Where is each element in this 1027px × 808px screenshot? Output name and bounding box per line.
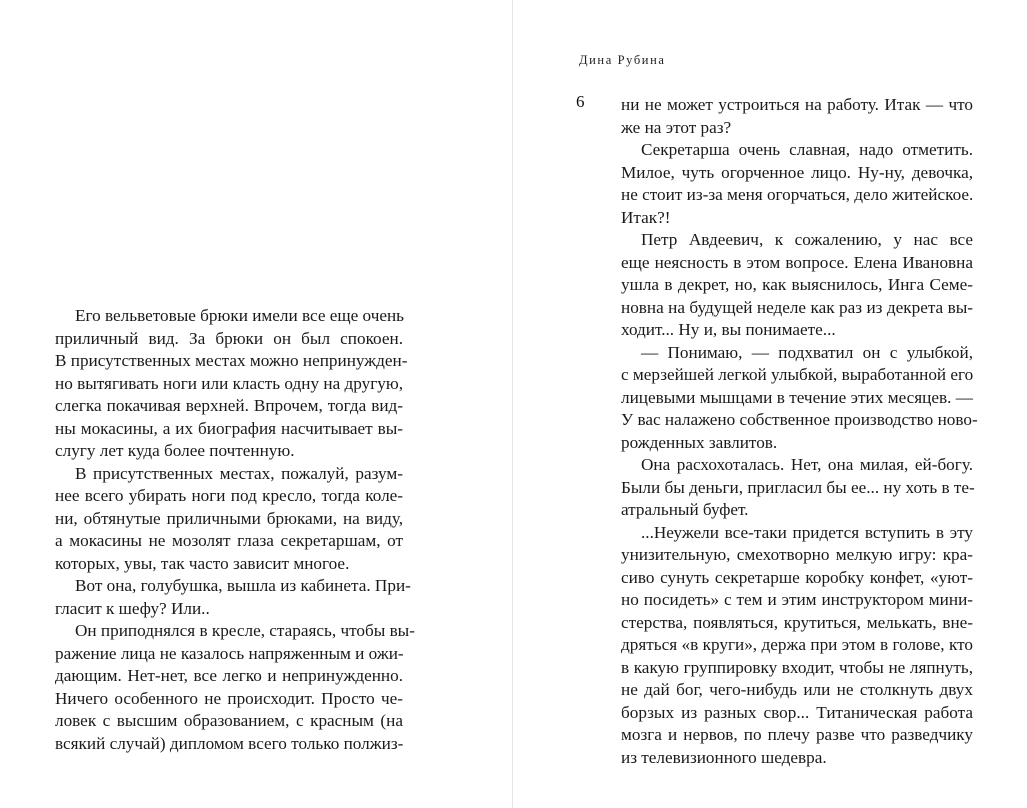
left-page (0, 0, 512, 808)
text-line: слугу лет куда более почтенную. (55, 441, 295, 460)
text-line: стерства, появляться, крутиться, мелькать, вне- (621, 612, 973, 632)
text-line: но вытягивать ноги или класть одну на другую, (55, 373, 403, 393)
text-line: не дай бог, чего-нибудь или не столкнуть двух (621, 680, 973, 699)
text-line: ны мокасины, а их биография насчитывает вы- (55, 418, 403, 438)
text-line: ловек с высшим образованием, с красным (на (55, 711, 403, 730)
text-line: лицевыми мышцами в течение этих месяцев. — (621, 387, 973, 407)
text-line: же на этот раз? (621, 117, 732, 137)
text-line: Были бы деньги, пригласил бы ее... ну хоть в те- (621, 477, 975, 497)
text-line: — Понимаю, — подхватил он с улыбкой, (641, 342, 973, 362)
text-line: Итак?! (621, 207, 671, 227)
text-line: Ничего особенного не происходит. Просто че- (55, 688, 403, 708)
text-line: Она расхохоталась. Нет, она милая, ей-богу. (641, 455, 973, 474)
text-line: но посидеть» с тем и этим инструктором мини- (621, 590, 973, 609)
text-line: которых, увы, так часто зависит многое. (55, 553, 350, 573)
text-line: из телевизионного шедевра. (621, 747, 827, 767)
text-line: ни не может устроиться на работу. Итак — что (621, 95, 973, 114)
text-line: дряться «в круги», держа при этом в голове, кто (621, 635, 973, 654)
right-page (513, 0, 1027, 808)
text-line: сиво сунуть секретарше коробку конфет, «уют- (621, 567, 973, 587)
text-line: не стоит из-за меня огорчаться, дело житейское. (621, 185, 974, 204)
running-head-author: Дина Рубина (579, 53, 666, 67)
text-line: Милое, чуть огорченное лицо. Ну-ну, девочка, (621, 162, 973, 182)
text-line: Он приподнялся в кресле, стараясь, чтобы вы- (75, 621, 415, 640)
text-line: В присутственных местах, пожалуй, разум- (75, 463, 403, 483)
text-line: Секретарша очень славная, надо отметить. (641, 140, 973, 159)
left-page-text (55, 305, 415, 755)
text-line: а мокасины не мозолят глаза секретаршам, от (55, 531, 403, 550)
text-line: приличный вид. За брюки он был спокоен. (55, 328, 403, 348)
text-line: рожденных завлитов. (621, 432, 778, 452)
text-line: В присутственных местах можно непринужден- (55, 351, 408, 370)
text-line: борзых из разных свор... Титаническая работа (621, 702, 973, 722)
text-line: слегка покачивая верхней. Впрочем, тогда вид- (55, 396, 403, 415)
text-line: в какую группировку входит, чтобы не ляпнуть, (621, 657, 973, 677)
text-line: Петр Авдеевич, к сожалению, у нас все (641, 230, 973, 249)
text-line: Его вельветовые брюки имели все еще очень (75, 306, 405, 325)
text-line: ражение лица не казалось напряженным и ожи- (55, 643, 404, 663)
text-line: с мерзейшей легкой улыбкой, выработанной его (621, 365, 974, 384)
text-line: ходит... Ну и, вы понимаете... (621, 320, 836, 339)
text-line: мозга и нервов, по плечу разве что разведчику (621, 725, 973, 744)
text-line: ни, обтянутые приличными брюками, на виду, (55, 508, 403, 528)
text-line: новна на будущей неделе как раз из декрета вы- (621, 297, 973, 317)
text-line: атральный буфет. (621, 500, 749, 519)
right-page-text (621, 94, 978, 769)
text-line: нее всего убирать ноги под кресло, тогда коле- (55, 486, 403, 505)
text-line: Вот она, голубушка, вышла из кабинета. При- (75, 576, 411, 595)
page-number: 6 (576, 92, 585, 111)
text-line: еще неясность в этом вопросе. Елена Ивановна (621, 252, 973, 272)
text-line: всякий случай) дипломом всего только полжиз- (55, 733, 404, 753)
text-line: унизительную, смехотворно мелкую игру: кра- (621, 545, 973, 564)
text-line: дающим. Нет-нет, все легко и непринужденно. (55, 666, 403, 685)
text-line: ушла в декрет, но, как выяснилось, Инга Семе- (621, 275, 973, 294)
text-line: ...Неужели все-таки придется вступить в эту (641, 522, 973, 542)
text-line: У вас налажено собственное производство ново- (621, 410, 978, 429)
text-line: гласит к шефу? Или.. (55, 598, 210, 618)
